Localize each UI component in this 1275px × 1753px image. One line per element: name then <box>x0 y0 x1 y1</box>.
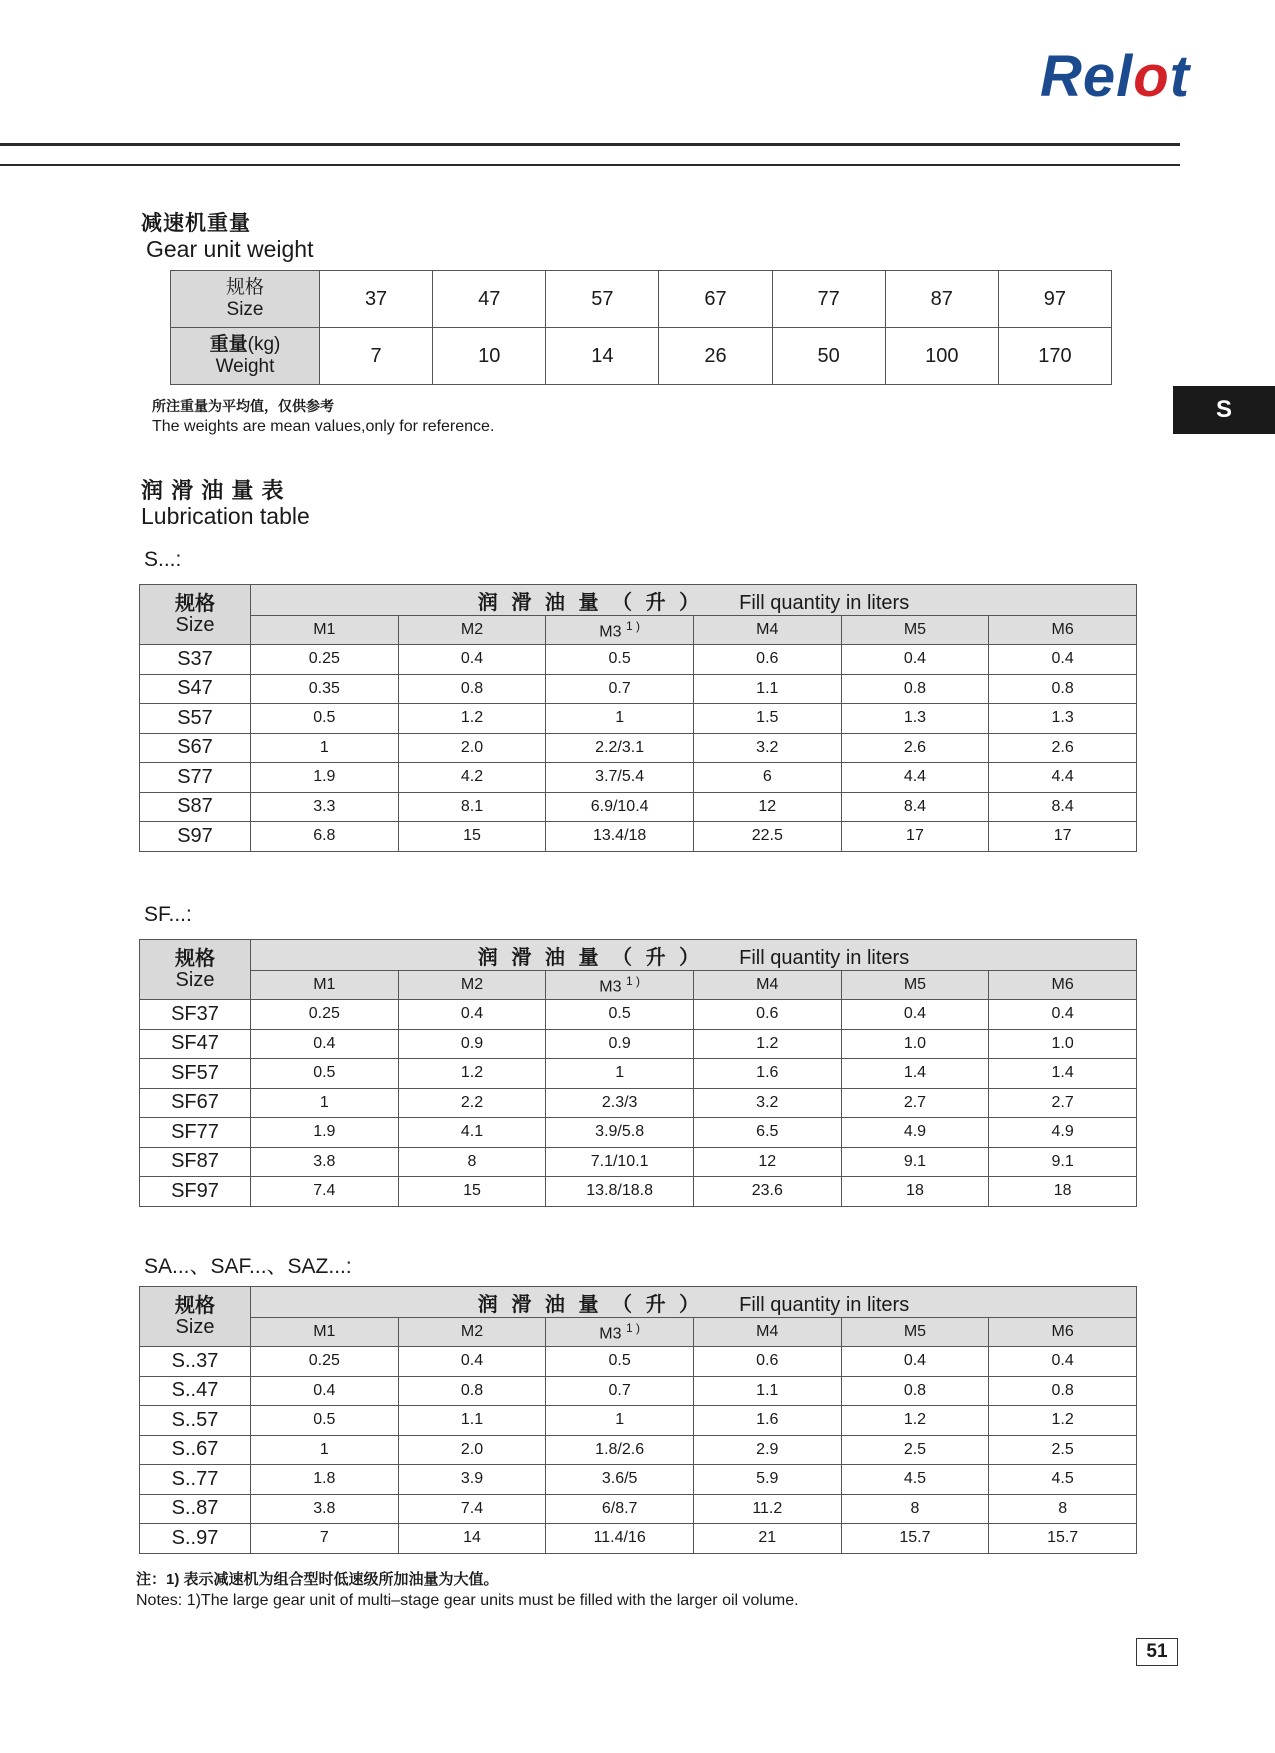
size-cell: SF47 <box>140 1029 251 1059</box>
fill-value-cell: 1.4 <box>841 1059 989 1089</box>
table-row <box>140 792 1137 822</box>
lube-title-cn: 润 滑 油 量 表 <box>141 478 285 503</box>
size-cell: S..87 <box>140 1494 251 1524</box>
fill-value-cell: 0.9 <box>546 1029 694 1059</box>
weight-note-cn: 所注重量为平均值，仅供参考 <box>152 398 334 414</box>
fill-value-cell: 0.9 <box>398 1029 546 1059</box>
fill-value-cell: 1.3 <box>841 704 989 734</box>
fill-value-cell: 0.6 <box>693 1347 841 1377</box>
lube-table-body <box>140 1000 1137 1207</box>
weight-value-row <box>171 328 1112 385</box>
col-header-m3-label: M3 <box>599 623 622 641</box>
col-header-m2: M2 <box>398 616 546 645</box>
col-header-m6: M6 <box>989 616 1137 645</box>
fill-value-cell: 18 <box>989 1177 1137 1207</box>
table-row <box>140 822 1137 852</box>
weight-cell: 14 <box>546 328 659 385</box>
fill-value-cell: 0.4 <box>989 1347 1137 1377</box>
lube-column-row <box>140 1318 1137 1347</box>
fill-value-cell: 8 <box>398 1147 546 1177</box>
fill-value-cell: 0.4 <box>989 645 1137 675</box>
fill-value-cell: 4.4 <box>841 763 989 793</box>
table-row <box>140 1465 1137 1495</box>
fill-value-cell: 1 <box>251 1088 399 1118</box>
col-header-m1: M1 <box>251 971 399 1000</box>
fill-value-cell: 0.4 <box>251 1029 399 1059</box>
fill-value-cell: 9.1 <box>989 1147 1137 1177</box>
section-side-tab: S <box>1173 386 1275 434</box>
fill-value-cell: 0.5 <box>251 1059 399 1089</box>
fill-value-cell: 2.7 <box>841 1088 989 1118</box>
fill-value-cell: 0.7 <box>546 674 694 704</box>
fill-value-cell: 1.1 <box>693 674 841 704</box>
fill-value-cell: 4.2 <box>398 763 546 793</box>
size-cell: SF97 <box>140 1177 251 1207</box>
fill-value-cell: 0.8 <box>989 674 1137 704</box>
fill-value-cell: 15.7 <box>989 1524 1137 1554</box>
fill-value-cell: 0.4 <box>841 1347 989 1377</box>
col-header-m4: M4 <box>693 971 841 1000</box>
col-header-m5: M5 <box>841 1318 989 1347</box>
size-label-en: Size <box>226 299 264 320</box>
size-cell: SF67 <box>140 1088 251 1118</box>
weight-cell: 170 <box>998 328 1111 385</box>
fill-value-cell: 0.5 <box>546 1000 694 1030</box>
weight-title-cn: 减速机重量 <box>141 212 251 235</box>
table-row <box>140 1000 1137 1030</box>
fill-value-cell: 2.0 <box>398 733 546 763</box>
fill-value-cell: 18 <box>841 1177 989 1207</box>
fill-value-cell: 3.9/5.8 <box>546 1118 694 1148</box>
fill-value-cell: 1.2 <box>693 1029 841 1059</box>
fill-value-cell: 8.4 <box>989 792 1137 822</box>
fill-value-cell: 1.3 <box>989 704 1137 734</box>
fill-value-cell: 0.7 <box>546 1376 694 1406</box>
brand-logo-text: Relot <box>1040 44 1191 109</box>
fill-value-cell: 9.1 <box>841 1147 989 1177</box>
fill-value-cell: 3.8 <box>251 1147 399 1177</box>
size-label-cn: 规格 <box>175 1294 215 1317</box>
size-label-en: Size <box>175 1315 215 1338</box>
fill-value-cell: 1.6 <box>693 1406 841 1436</box>
fill-value-cell: 3.6/5 <box>546 1465 694 1495</box>
fill-value-cell: 4.9 <box>989 1118 1137 1148</box>
fill-value-cell: 7 <box>251 1524 399 1554</box>
s-table-label: S...: <box>144 548 182 571</box>
fill-value-cell: 0.4 <box>841 645 989 675</box>
fill-value-cell: 0.8 <box>398 674 546 704</box>
table-row <box>140 674 1137 704</box>
fill-value-cell: 21 <box>693 1524 841 1554</box>
fill-value-cell: 2.3/3 <box>546 1088 694 1118</box>
size-cell: 47 <box>433 271 546 328</box>
fill-value-cell: 3.3 <box>251 792 399 822</box>
fill-value-cell: 0.25 <box>251 1347 399 1377</box>
table-row <box>140 763 1137 793</box>
page-number: 51 <box>1136 1638 1178 1666</box>
fill-value-cell: 13.4/18 <box>546 822 694 852</box>
fill-value-cell: 1.2 <box>989 1406 1137 1436</box>
table-row <box>140 1147 1137 1177</box>
fill-value-cell: 0.4 <box>398 1347 546 1377</box>
fill-value-cell: 14 <box>398 1524 546 1554</box>
size-cell: S..67 <box>140 1435 251 1465</box>
lube-table-sf <box>139 939 1137 1207</box>
header-rule-top <box>0 143 1180 146</box>
table-row <box>140 1029 1137 1059</box>
fill-value-cell: 4.9 <box>841 1118 989 1148</box>
size-header-cell <box>171 271 320 328</box>
weight-cell: 50 <box>772 328 885 385</box>
weight-title-en: Gear unit weight <box>146 236 314 262</box>
fill-value-cell: 0.4 <box>398 645 546 675</box>
fill-value-cell: 0.4 <box>398 1000 546 1030</box>
size-cell: 57 <box>546 271 659 328</box>
weight-cell: 7 <box>320 328 433 385</box>
size-cell: S67 <box>140 733 251 763</box>
fill-value-cell: 12 <box>693 792 841 822</box>
fill-value-cell: 0.4 <box>989 1000 1137 1030</box>
sa-table-label: SA...、SAF...、SAZ...: <box>144 1255 352 1278</box>
fill-quantity-header <box>251 1287 1137 1318</box>
fill-value-cell: 0.6 <box>693 1000 841 1030</box>
fill-value-cell: 7.4 <box>251 1177 399 1207</box>
size-cell: S57 <box>140 704 251 734</box>
lube-header-row <box>140 940 1137 971</box>
weight-table <box>170 270 1112 385</box>
lube-header-row <box>140 1287 1137 1318</box>
table-row <box>140 1059 1137 1089</box>
size-cell: S..97 <box>140 1524 251 1554</box>
lube-column-row <box>140 971 1137 1000</box>
table-row <box>140 733 1137 763</box>
fill-value-cell: 6/8.7 <box>546 1494 694 1524</box>
size-cell: SF77 <box>140 1118 251 1148</box>
table-row <box>140 645 1137 675</box>
col-header-m5: M5 <box>841 971 989 1000</box>
size-label-cn: 规格 <box>175 947 215 970</box>
fill-value-cell: 7.1/10.1 <box>546 1147 694 1177</box>
size-cell: S37 <box>140 645 251 675</box>
fill-value-cell: 1 <box>546 1059 694 1089</box>
col-header-m6: M6 <box>989 1318 1137 1347</box>
fill-value-cell: 2.7 <box>989 1088 1137 1118</box>
size-cell: S..37 <box>140 1347 251 1377</box>
lube-note-en: Notes: 1)The large gear unit of multi–stage gear units must be filled with the larger oil volume. <box>136 1592 799 1609</box>
table-row <box>140 1435 1137 1465</box>
fill-quantity-header <box>251 940 1137 971</box>
fill-value-cell: 7.4 <box>398 1494 546 1524</box>
fill-value-cell: 1.2 <box>398 704 546 734</box>
fill-value-cell: 15.7 <box>841 1524 989 1554</box>
fill-value-cell: 1.0 <box>841 1029 989 1059</box>
fill-quantity-header <box>251 585 1137 616</box>
fill-value-cell: 1 <box>546 1406 694 1436</box>
table-row <box>140 1406 1137 1436</box>
fill-value-cell: 0.6 <box>693 645 841 675</box>
m3-footnote-mark: 1 ) <box>625 973 640 988</box>
lube-header-row <box>140 585 1137 616</box>
fill-value-cell: 8.1 <box>398 792 546 822</box>
lube-title-en: Lubrication table <box>141 503 310 529</box>
fill-value-cell: 6.8 <box>251 822 399 852</box>
size-cell: S97 <box>140 822 251 852</box>
fill-value-cell: 3.2 <box>693 733 841 763</box>
table-row <box>140 1088 1137 1118</box>
fill-value-cell: 11.4/16 <box>546 1524 694 1554</box>
lube-table-body <box>140 1347 1137 1554</box>
col-header-m2: M2 <box>398 1318 546 1347</box>
fill-value-cell: 0.35 <box>251 674 399 704</box>
fill-value-cell: 2.5 <box>841 1435 989 1465</box>
size-header-cell <box>140 1287 251 1347</box>
size-cell: 67 <box>659 271 772 328</box>
col-header-m2: M2 <box>398 971 546 1000</box>
col-header-m3 <box>546 971 694 1000</box>
fill-value-cell: 1.8/2.6 <box>546 1435 694 1465</box>
col-header-m5: M5 <box>841 616 989 645</box>
lube-column-row <box>140 616 1137 645</box>
fill-value-cell: 1.6 <box>693 1059 841 1089</box>
fill-value-cell: 22.5 <box>693 822 841 852</box>
fill-value-cell: 0.25 <box>251 1000 399 1030</box>
fill-value-cell: 8.4 <box>841 792 989 822</box>
weight-header-cell <box>171 328 320 385</box>
fill-value-cell: 4.1 <box>398 1118 546 1148</box>
col-header-m3 <box>546 616 694 645</box>
size-cell: S..77 <box>140 1465 251 1495</box>
col-header-m1: M1 <box>251 616 399 645</box>
weight-label-en: Weight <box>215 356 275 377</box>
weight-cell: 10 <box>433 328 546 385</box>
fill-value-cell: 0.4 <box>251 1376 399 1406</box>
fill-label-cn: 润 滑 油 量 （ 升 ） <box>477 1293 704 1316</box>
fill-value-cell: 1.5 <box>693 704 841 734</box>
size-cell: S77 <box>140 763 251 793</box>
fill-value-cell: 17 <box>989 822 1137 852</box>
fill-value-cell: 0.8 <box>989 1376 1137 1406</box>
col-header-m3 <box>546 1318 694 1347</box>
fill-value-cell: 1.9 <box>251 763 399 793</box>
size-cell: SF37 <box>140 1000 251 1030</box>
header-rule-bottom <box>0 164 1180 166</box>
table-row <box>140 1347 1137 1377</box>
fill-value-cell: 1 <box>251 1435 399 1465</box>
fill-value-cell: 2.9 <box>693 1435 841 1465</box>
table-row <box>140 704 1137 734</box>
fill-value-cell: 0.5 <box>251 704 399 734</box>
fill-value-cell: 4.4 <box>989 763 1137 793</box>
col-header-m1: M1 <box>251 1318 399 1347</box>
fill-value-cell: 6 <box>693 763 841 793</box>
fill-value-cell: 6.5 <box>693 1118 841 1148</box>
sf-table-label: SF...: <box>144 903 192 926</box>
size-cell: S..57 <box>140 1406 251 1436</box>
fill-label-cn: 润 滑 油 量 （ 升 ） <box>477 591 704 614</box>
lube-table-sa <box>139 1286 1137 1554</box>
col-header-m3-label: M3 <box>599 1325 622 1343</box>
weight-note-en: The weights are mean values,only for reference. <box>152 418 495 435</box>
brand-logo <box>1040 44 1191 109</box>
fill-value-cell: 5.9 <box>693 1465 841 1495</box>
table-row <box>140 1524 1137 1554</box>
col-header-m4: M4 <box>693 616 841 645</box>
fill-value-cell: 1 <box>546 704 694 734</box>
table-row <box>140 1177 1137 1207</box>
m3-footnote-mark: 1 ) <box>625 1320 640 1335</box>
fill-value-cell: 2.0 <box>398 1435 546 1465</box>
fill-value-cell: 3.2 <box>693 1088 841 1118</box>
fill-label-en: Fill quantity in liters <box>739 591 910 614</box>
fill-value-cell: 0.5 <box>546 1347 694 1377</box>
table-row <box>140 1494 1137 1524</box>
size-header-cell <box>140 940 251 1000</box>
weight-cell: 26 <box>659 328 772 385</box>
size-cell: S..47 <box>140 1376 251 1406</box>
size-cell: SF57 <box>140 1059 251 1089</box>
fill-value-cell: 2.2/3.1 <box>546 733 694 763</box>
m3-footnote-mark: 1 ) <box>625 618 640 633</box>
fill-value-cell: 2.2 <box>398 1088 546 1118</box>
fill-value-cell: 2.6 <box>841 733 989 763</box>
size-cell: 97 <box>998 271 1111 328</box>
fill-value-cell: 17 <box>841 822 989 852</box>
weight-label-cn: 重量 <box>209 334 248 356</box>
size-cell: 77 <box>772 271 885 328</box>
fill-value-cell: 1.2 <box>398 1059 546 1089</box>
table-row <box>140 1118 1137 1148</box>
fill-value-cell: 13.8/18.8 <box>546 1177 694 1207</box>
fill-value-cell: 3.8 <box>251 1494 399 1524</box>
fill-value-cell: 0.25 <box>251 645 399 675</box>
weight-cell: 100 <box>885 328 998 385</box>
lube-table-body <box>140 645 1137 852</box>
fill-value-cell: 2.5 <box>989 1435 1137 1465</box>
fill-value-cell: 8 <box>841 1494 989 1524</box>
fill-value-cell: 15 <box>398 822 546 852</box>
fill-value-cell: 1.1 <box>693 1376 841 1406</box>
fill-label-cn: 润 滑 油 量 （ 升 ） <box>477 946 704 969</box>
table-row <box>140 1376 1137 1406</box>
fill-value-cell: 0.8 <box>841 1376 989 1406</box>
fill-value-cell: 4.5 <box>989 1465 1137 1495</box>
lube-note-cn: 注：1) 表示减速机为组合型时低速级所加油量为大值。 <box>136 1571 499 1588</box>
fill-value-cell: 0.8 <box>841 674 989 704</box>
fill-value-cell: 2.6 <box>989 733 1137 763</box>
fill-value-cell: 0.5 <box>546 645 694 675</box>
size-label-en: Size <box>175 968 215 991</box>
size-label-cn: 规格 <box>225 277 264 299</box>
fill-value-cell: 3.9 <box>398 1465 546 1495</box>
fill-value-cell: 1.9 <box>251 1118 399 1148</box>
size-cell: 87 <box>885 271 998 328</box>
fill-value-cell: 12 <box>693 1147 841 1177</box>
size-label-cn: 规格 <box>175 592 215 615</box>
fill-value-cell: 3.7/5.4 <box>546 763 694 793</box>
fill-value-cell: 11.2 <box>693 1494 841 1524</box>
weight-unit: (kg) <box>247 334 281 356</box>
fill-value-cell: 1.0 <box>989 1029 1137 1059</box>
weight-size-row <box>171 271 1112 328</box>
size-cell: 37 <box>320 271 433 328</box>
fill-value-cell: 1.1 <box>398 1406 546 1436</box>
fill-value-cell: 23.6 <box>693 1177 841 1207</box>
fill-value-cell: 6.9/10.4 <box>546 792 694 822</box>
fill-value-cell: 1.2 <box>841 1406 989 1436</box>
fill-value-cell: 8 <box>989 1494 1137 1524</box>
size-cell: SF87 <box>140 1147 251 1177</box>
fill-value-cell: 0.8 <box>398 1376 546 1406</box>
size-label-en: Size <box>175 613 215 636</box>
col-header-m4: M4 <box>693 1318 841 1347</box>
fill-label-en: Fill quantity in liters <box>739 946 910 969</box>
fill-value-cell: 1.4 <box>989 1059 1137 1089</box>
fill-value-cell: 1 <box>251 733 399 763</box>
fill-value-cell: 4.5 <box>841 1465 989 1495</box>
fill-value-cell: 0.4 <box>841 1000 989 1030</box>
fill-value-cell: 0.5 <box>251 1406 399 1436</box>
col-header-m6: M6 <box>989 971 1137 1000</box>
fill-label-en: Fill quantity in liters <box>739 1293 910 1316</box>
size-header-cell <box>140 585 251 645</box>
fill-value-cell: 1.8 <box>251 1465 399 1495</box>
col-header-m3-label: M3 <box>599 978 622 996</box>
size-cell: S87 <box>140 792 251 822</box>
lube-table-s <box>139 584 1137 852</box>
fill-value-cell: 15 <box>398 1177 546 1207</box>
size-cell: S47 <box>140 674 251 704</box>
